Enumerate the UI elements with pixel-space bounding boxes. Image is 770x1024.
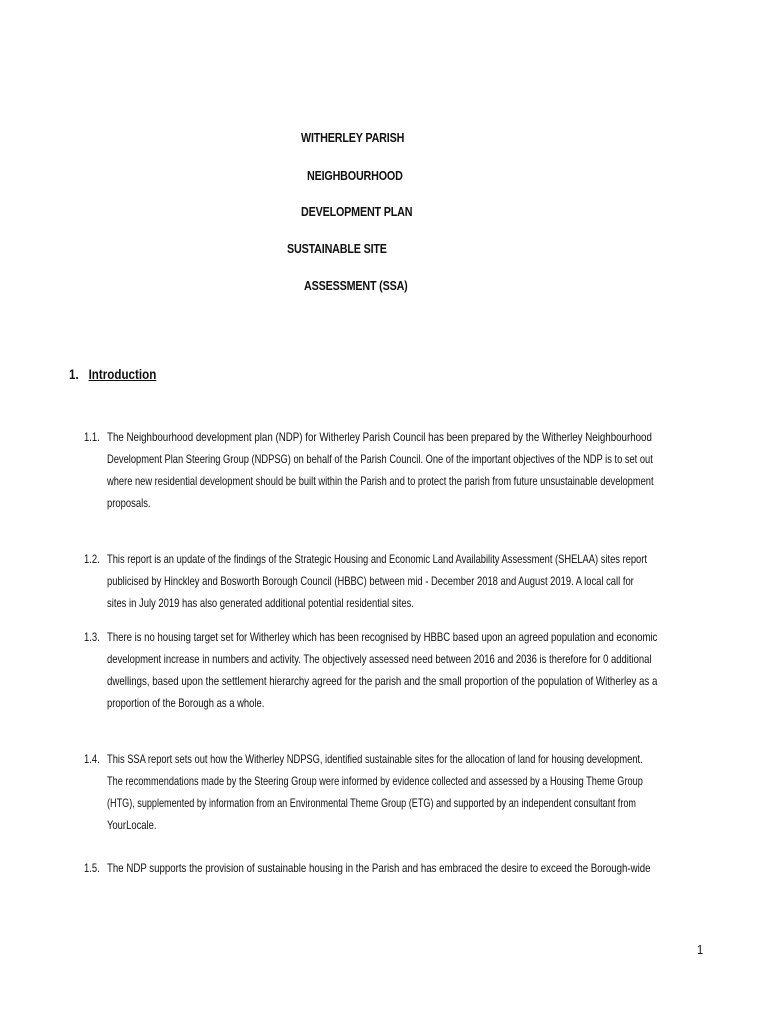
paragraph-number: 1.1. <box>84 430 100 444</box>
section-title: Introduction <box>88 367 157 382</box>
paragraph-line: The recommendations made by the Steering Group were informed by evidence collected and assessed by a Housing Theme Group <box>107 774 643 788</box>
paragraph-line: development increase in numbers and activity. The objectively assessed need between 2016 and 2036 is therefore for 0 additional <box>107 652 652 666</box>
section-heading <box>69 367 156 382</box>
paragraph-line: dwellings, based upon the settlement hierarchy agreed for the parish and the small proportion of the population of Witherley as a <box>107 674 658 688</box>
paragraph-line: YourLocale. <box>107 818 157 832</box>
paragraph-line: where new residential development should be built within the Parish and to protect the parish from future unsustainable development <box>107 474 654 488</box>
paragraph-number: 1.5. <box>84 861 100 875</box>
title-line-2: NEIGHBOURHOOD <box>307 169 403 183</box>
paragraph-line: (HTG), supplemented by information from an Environmental Theme Group (ETG) and supported by an independent consultant from <box>107 796 636 810</box>
page-number: 1 <box>697 942 704 957</box>
paragraph-number: 1.4. <box>84 752 100 766</box>
paragraph-line: There is no housing target set for Witherley which has been recognised by HBBC based upon an agreed population and economic <box>107 630 658 644</box>
paragraph-line: publicised by Hinckley and Bosworth Borough Council (HBBC) between mid - December 2018 and August 2019. A local call for <box>107 574 634 588</box>
title-line-5: ASSESSMENT (SSA) <box>304 279 408 293</box>
paragraph-number: 1.2. <box>84 552 100 566</box>
section-number: 1. <box>69 367 79 382</box>
title-line-3: DEVELOPMENT PLAN <box>301 205 413 219</box>
paragraph-number: 1.3. <box>84 630 100 644</box>
paragraph-line: The Neighbourhood development plan (NDP) for Witherley Parish Council has been prepared by the Witherley Neighbourhood <box>107 430 652 444</box>
paragraph-line: This report is an update of the findings of the Strategic Housing and Economic Land Availability Assessment (SHELAA) sites report <box>107 552 647 566</box>
paragraph-line: proposals. <box>107 496 151 510</box>
paragraph-line: Development Plan Steering Group (NDPSG) on behalf of the Parish Council. One of the important objectives of the NDP is to set out <box>107 452 653 466</box>
paragraph-line: This SSA report sets out how the Witherley NDPSG, identified sustainable sites for the allocation of land for housing development. <box>107 752 643 766</box>
paragraph-line: The NDP supports the provision of sustainable housing in the Parish and has embraced the desire to exceed the Borough-wide <box>107 861 651 875</box>
title-line-4: SUSTAINABLE SITE <box>287 242 387 256</box>
paragraph-line: proportion of the Borough as a whole. <box>107 696 265 710</box>
title-line-1: WITHERLEY PARISH <box>301 131 405 145</box>
paragraph-line: sites in July 2019 has also generated additional potential residential sites. <box>107 596 414 610</box>
